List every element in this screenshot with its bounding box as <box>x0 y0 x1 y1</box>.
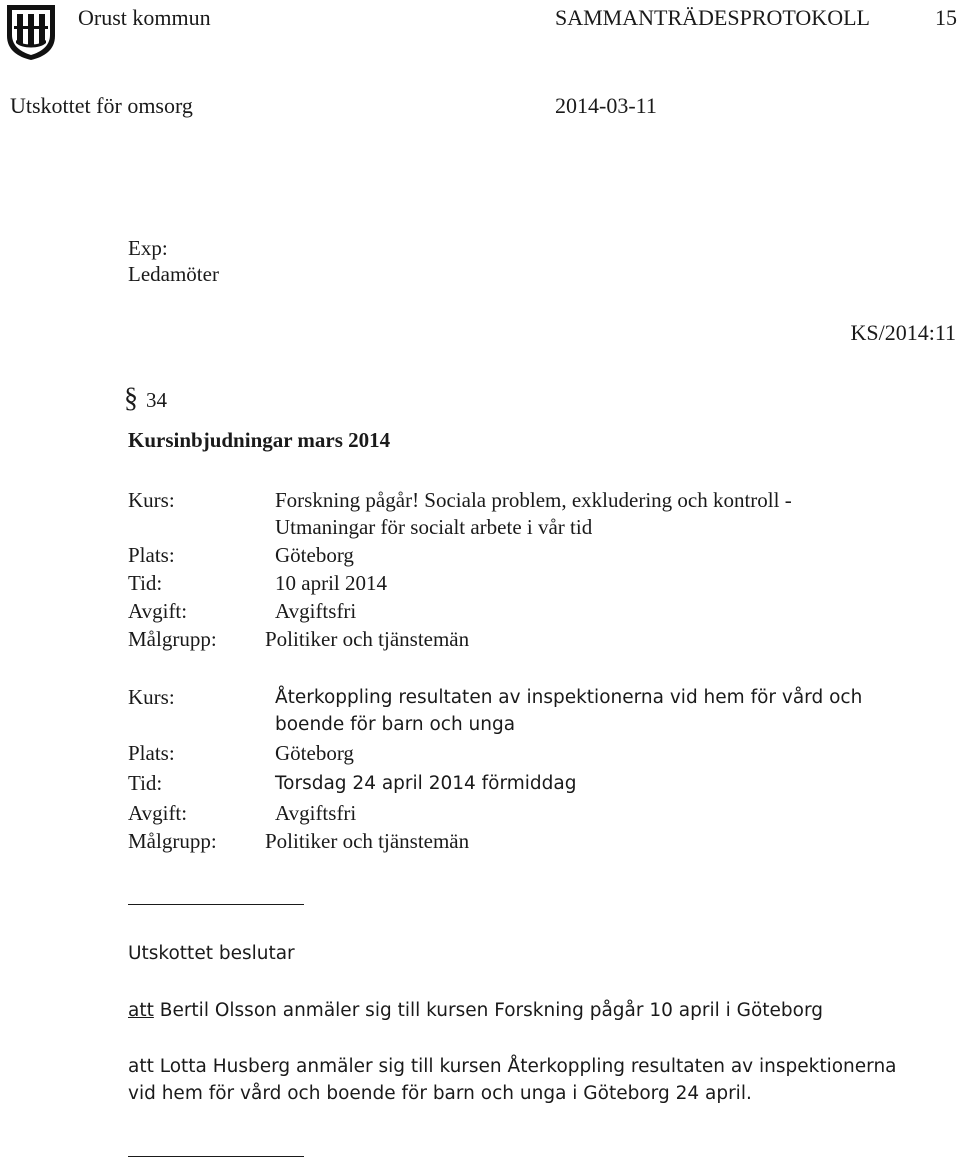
course1-malgrupp: Politiker och tjänstemän <box>265 627 470 651</box>
meeting-date: 2014-03-11 <box>555 93 657 118</box>
municipality-crest-logo <box>4 2 58 62</box>
paragraph-number: 34 <box>146 388 167 412</box>
course1-kurs-line2: Utmaningar för socialt arbete i vår tid <box>275 515 593 539</box>
decision-heading: Utskottet beslutar <box>128 943 295 964</box>
course1-kurs-label: Kurs: <box>128 488 175 512</box>
course2-tid: Torsdag 24 april 2014 förmiddag <box>275 773 577 794</box>
course2-kurs-label: Kurs: <box>128 685 175 709</box>
separator-line-bottom <box>128 1156 304 1157</box>
protocol-title: SAMMANTRÄDESPROTOKOLL <box>555 5 870 30</box>
course1-tid: 10 april 2014 <box>275 571 387 595</box>
course2-avgift: Avgiftsfri <box>275 801 357 825</box>
course2-plats-label: Plats: <box>128 741 175 765</box>
course2-avgift-label: Avgift: <box>128 801 188 825</box>
decision-item-2-line1: att Lotta Husberg anmäler sig till kursen Återkoppling resultaten av inspektionerna <box>128 1056 897 1077</box>
course2-kurs-line2: boende för barn och unga <box>275 714 516 735</box>
course2-malgrupp: Politiker och tjänstemän <box>265 829 470 853</box>
course2-plats: Göteborg <box>275 741 354 765</box>
exp-label: Exp: <box>128 236 168 260</box>
decision-item-1-att: att <box>128 1000 154 1021</box>
course1-tid-label: Tid: <box>128 571 163 595</box>
course1-avgift: Avgiftsfri <box>275 599 357 623</box>
course1-avgift-label: Avgift: <box>128 599 188 623</box>
course2-tid-label: Tid: <box>128 771 163 795</box>
municipality-name: Orust kommun <box>78 5 211 30</box>
course1-malgrupp-label: Målgrupp: <box>128 627 217 651</box>
decision-item-2-line2: vid hem för vård och boende för barn och unga i Göteborg 24 april. <box>128 1083 752 1104</box>
paragraph-title: Kursinbjudningar mars 2014 <box>128 428 391 452</box>
case-number: KS/2014:11 <box>850 320 956 345</box>
course2-kurs-line1: Återkoppling resultaten av inspektionerna vid hem för vård och <box>275 687 863 708</box>
decision-item-1-text: Bertil Olsson anmäler sig till kursen Forskning pågår 10 april i Göteborg <box>159 1000 824 1021</box>
course1-plats-label: Plats: <box>128 543 175 567</box>
committee-name: Utskottet för omsorg <box>10 93 193 118</box>
course2-malgrupp-label: Målgrupp: <box>128 829 217 853</box>
separator-line-top <box>128 904 304 905</box>
decision-item-1 <box>128 998 823 1024</box>
paragraph-symbol: § <box>124 383 138 414</box>
course1-kurs-line1: Forskning pågår! Sociala problem, exkludering och kontroll - <box>275 488 792 512</box>
recipients: Ledamöter <box>128 262 219 286</box>
course1-plats: Göteborg <box>275 543 354 567</box>
page-number: 15 <box>935 5 957 30</box>
